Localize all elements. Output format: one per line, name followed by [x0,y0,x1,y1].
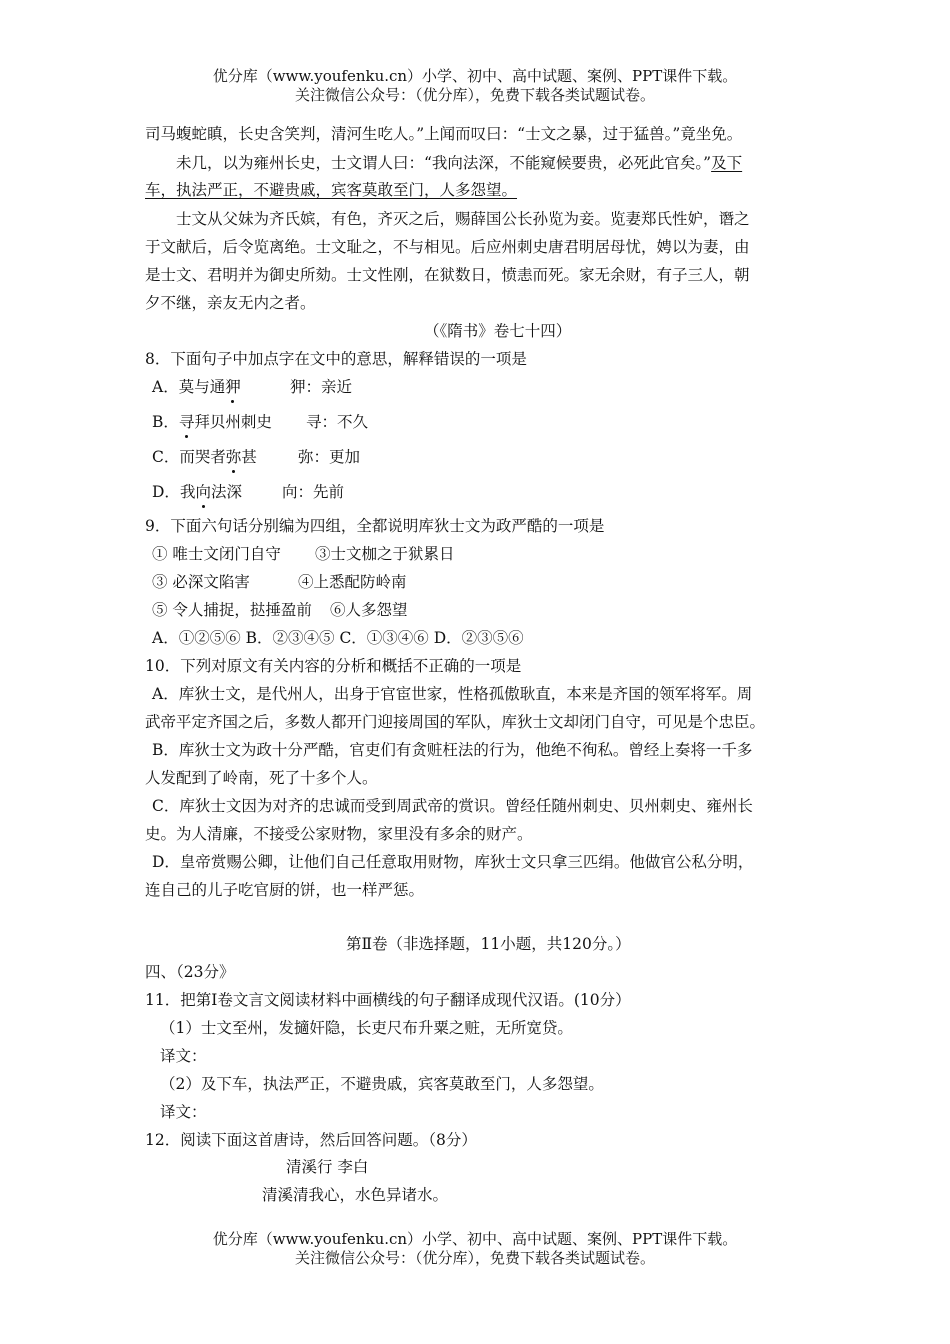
passage-line: 于文献后，后令览离绝。士文耻之，不与相见。后应州刺史唐君明居母忧，娉以为妻，由 [145,238,750,256]
q8-option-a: A．莫与通狎 [152,378,241,396]
passage-line: 是士文、君明并为御史所劾。士文性刚，在狱数日，愤恚而死。家无余财，有子三人，朝 [145,266,750,284]
q8-option-d-gloss: 向：先前 [282,483,345,501]
passage-line: 士文从父妹为齐氏嫔，有色，齐灭之后，赐薛国公长孙览为妾。览妻郑氏性妒，谮之 [176,210,750,228]
page-header-line-2: 关注微信公众号：（优分库），免费下载各类试题试卷。 [294,86,655,104]
q10-option-d-cont: 连自己的儿子吃官厨的饼，也一样严惩。 [145,881,425,899]
q8-option-c-gloss: 弥：更加 [298,448,361,466]
dotted-character: 狎 [225,378,241,396]
question-8-stem: 8．下面句子中加点字在文中的意思，解释错误的一项是 [145,350,527,368]
q11-sentence-2: （2）及下车，执法严正，不避贵戚，宾客莫敢至门，人多怨望。 [160,1075,604,1093]
q9-item: ⑥人多怨望 [330,601,408,619]
q9-item: ④上悉配防岭南 [298,573,407,591]
question-12-stem: 12．阅读下面这首唐诗，然后回答问题。（8分） [145,1131,477,1149]
page-header-line-1: 优分库（www.youfenku.cn）小学、初中、高中试题、案例、PPT课件下载。 [212,67,738,85]
part-2-title: 第Ⅱ卷（非选择题，11小题，共120分。） [346,935,631,953]
dotted-character: 寻 [178,413,195,431]
q8-option-c: C．而哭者弥甚 [152,448,257,466]
q9-item: ⑤ 令人捕捉，挞捶盈前 [152,601,312,619]
question-10-stem: 10．下列对原文有关内容的分析和概括不正确的一项是 [145,657,522,675]
page-footer-line-1: 优分库（www.youfenku.cn）小学、初中、高中试题、案例、PPT课件下载。 [212,1230,738,1248]
underlined-sentence: 车，执法严正，不避贵戚，宾客莫敢至门，人多怨望。 [145,181,518,199]
passage-line: 司马蝮蛇瞋，长史含笑判，清河生吃人。”上闻而叹曰：“士文之暴，过于猛兽。”竟坐免。 [145,125,743,143]
passage-line: 夕不继，亲友无内之者。 [145,294,316,312]
poem-title: 清溪行 李白 [286,1158,369,1176]
question-11-stem: 11．把第Ⅰ卷文言文阅读材料中画横线的句子翻译成现代汉语。(10分） [145,991,631,1009]
q11-translation-label: 译文： [160,1103,207,1121]
q8-option-b-gloss: 寻：不久 [306,413,369,431]
q9-choices: A．①②⑤⑥ B．②③④⑤ C．①③④⑥ D．②③⑤⑥ [152,629,524,647]
q10-option-c-cont: 史。为人清廉，不接受公家财物，家里没有多余的财产。 [145,825,533,843]
q8-option-a-gloss: 狎：亲近 [290,378,353,396]
q10-option-a: A．库狄士文，是代州人，出身于官宦世家，性格孤傲耿直，本来是齐国的领军将军。周 [152,685,753,703]
q10-option-b-cont: 人发配到了岭南，死了十多个人。 [145,769,378,787]
passage-line [176,153,742,173]
passage-text: 未几，以为雍州长史，士文谓人曰：“我向法深，不能窥候要贵，必死此官矣。” [176,154,712,172]
q10-option-b: B．库狄士文为政十分严酷，官吏们有贪赃枉法的行为，他绝不徇私。曾经上奏将一千多 [152,741,753,759]
question-9-stem: 9．下面六句话分别编为四组，全都说明库狄士文为政严酷的一项是 [145,517,605,535]
underlined-sentence: 及下 [711,154,743,172]
q10-option-c: C．库狄士文因为对齐的忠诚而受到周武帝的赏识。曾经任随州刺史、贝州刺史、雍州长 [152,797,753,815]
section-heading: 四、（23分》 [145,963,235,981]
q8-option-b: B．寻拜贝州刺史 [152,413,272,431]
dotted-character: 向 [195,483,211,501]
passage-source: （《隋书》卷七十四） [424,322,572,340]
q9-item: ③士文枷之于狱累日 [315,545,455,563]
page-footer-line-2: 关注微信公众号：（优分库），免费下载各类试题试卷。 [294,1249,655,1267]
poem-line: 清溪清我心，水色异诸水。 [262,1186,449,1204]
q11-translation-label: 译文： [160,1047,207,1065]
q10-option-a-cont: 武帝平定齐国之后，多数人都开门迎接周国的军队，库狄士文却闭门自守，可见是个忠臣。 [145,713,766,731]
q9-item: ③ 必深文陷害 [152,573,250,591]
q8-option-d: D．我向法深 [152,483,242,501]
dotted-character: 弥 [225,448,242,466]
q10-option-d: D．皇帝赏赐公卿，让他们自己任意取用财物，库狄士文只拿三匹绢。他做官公私分明， [152,853,754,871]
q9-item: ① 唯士文闭门自守 [152,545,281,563]
q11-sentence-1: （1）士文至州，发擿奸隐，长吏尺布升粟之赃，无所宽贷。 [160,1019,573,1037]
